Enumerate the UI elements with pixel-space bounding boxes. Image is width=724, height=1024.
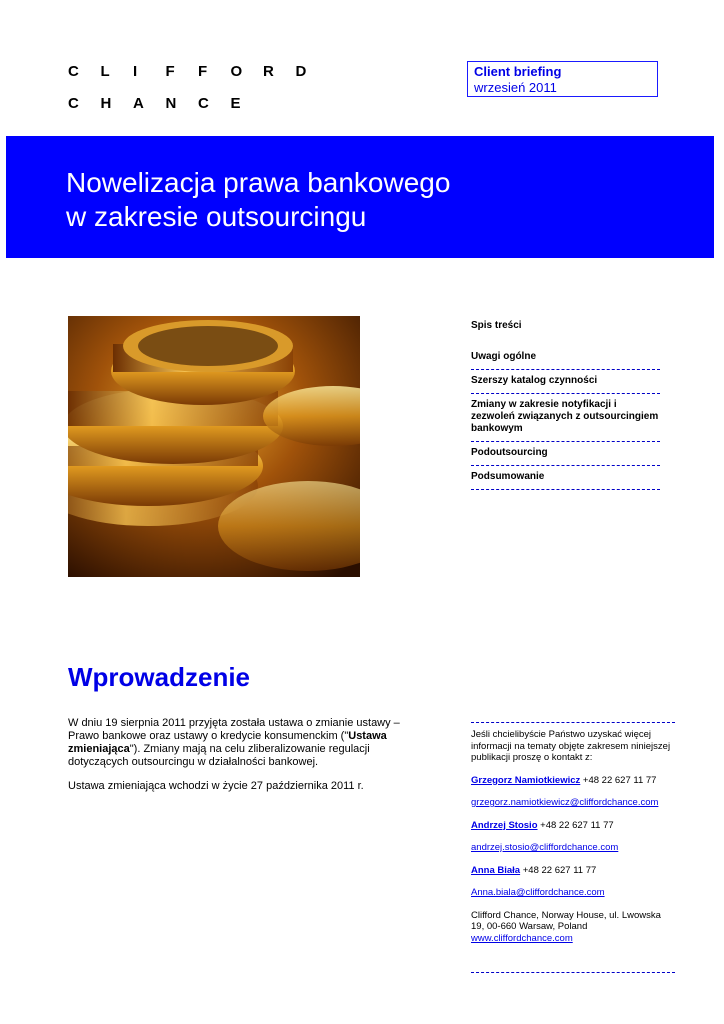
contact-divider [471,972,675,973]
logo-letter: O [230,63,243,80]
toc-item[interactable]: Podoutsourcing [471,447,660,466]
p1-bold: Ustawa zmieniająca [68,730,387,755]
website-link[interactable]: www.cliffordchance.com [471,932,573,944]
contact-person-1 [471,775,675,787]
logo-line-1 [68,56,328,88]
contact-name-link[interactable]: Grzegorz Namiotkiewicz [471,774,581,786]
logo-letter: D [295,63,307,80]
toc-item[interactable]: Szerszy katalog czynności [471,375,660,394]
section-heading: Wprowadzenie [68,662,251,692]
logo-line-2 [68,88,328,120]
coins-illustration [68,316,360,577]
email-link[interactable]: andrzej.stosio@cliffordchance.com [471,842,619,853]
intro-text [68,717,408,804]
contact-phone: +48 22 627 11 77 [522,864,597,876]
contact-email-3 [471,887,675,899]
contact-address [471,910,675,945]
logo-letter: C [198,95,209,112]
contact-name-link[interactable]: Anna Biała [471,864,521,876]
toc-title: Spis treści [471,320,522,331]
toc-item[interactable]: Podsumowanie [471,471,660,490]
logo-letter: H [100,95,112,112]
contact-email-1 [471,797,675,809]
toc-item[interactable]: Zmiany w zakresie notyfikacji i zezwoleń związanych z outsourcingiem bankowym [471,399,660,442]
logo-letter: E [230,95,241,112]
logo-letter: F [198,63,208,80]
p1-text-a: W dniu 19 sierpnia 2011 przyjęta została ustawa o zmianie ustawy – Prawo bankowe oraz ustawy o kredycie konsumenckim (" [68,717,400,742]
contact-person-2 [471,820,675,832]
logo-letter: I [133,63,138,80]
contact-person-3 [471,865,675,877]
email-link[interactable]: grzegorz.namiotkiewicz@cliffordchance.com [471,797,659,808]
intro-paragraph-1 [68,717,408,769]
contact-name-link[interactable]: Andrzej Stosio [471,819,538,831]
logo-letter: R [263,63,274,80]
logo-letter: F [165,63,175,80]
toc-item[interactable]: Uwagi ogólne [471,351,660,370]
intro-paragraph-2: Ustawa zmieniająca wchodzi w życie 27 października 2011 r. [68,780,364,792]
title-line-2: w zakresie outsourcingu [66,201,367,232]
logo-letter: L [100,63,110,80]
address-text: Clifford Chance, Norway House, ul. Lwowska 19, 00-660 Warsaw, Poland [471,909,661,932]
logo-letter: C [68,95,79,112]
title-banner [6,136,714,258]
table-of-contents [471,320,660,495]
clifford-chance-logo [68,56,328,120]
client-briefing-box [467,61,658,97]
gold-coins-photo [68,316,360,577]
contact-intro: Jeśli chcielibyście Państwo uzyskać więcej informacji na tematy objęte zakresem niniejszej publikacji proszę o kontakt z: [471,729,671,763]
briefing-date: wrzesień 2011 [474,80,557,95]
p1-text-b: "). Zmiany mają na celu zliberalizowanie regulacji dotyczących outsourcingu w działalności bankowej. [68,743,370,768]
logo-letter: A [133,95,144,112]
email-link[interactable]: Anna.biala@cliffordchance.com [471,887,605,898]
document-title [66,166,450,234]
contact-email-2 [471,842,675,854]
logo-letter: N [165,95,177,112]
logo-letter: C [68,63,79,80]
contact-box [471,722,675,955]
title-line-1: Nowelizacja prawa bankowego [66,167,451,198]
contact-phone: +48 22 627 11 77 [540,819,614,831]
briefing-title: Client briefing [474,64,562,79]
contact-phone: +48 22 627 11 77 [582,774,657,786]
